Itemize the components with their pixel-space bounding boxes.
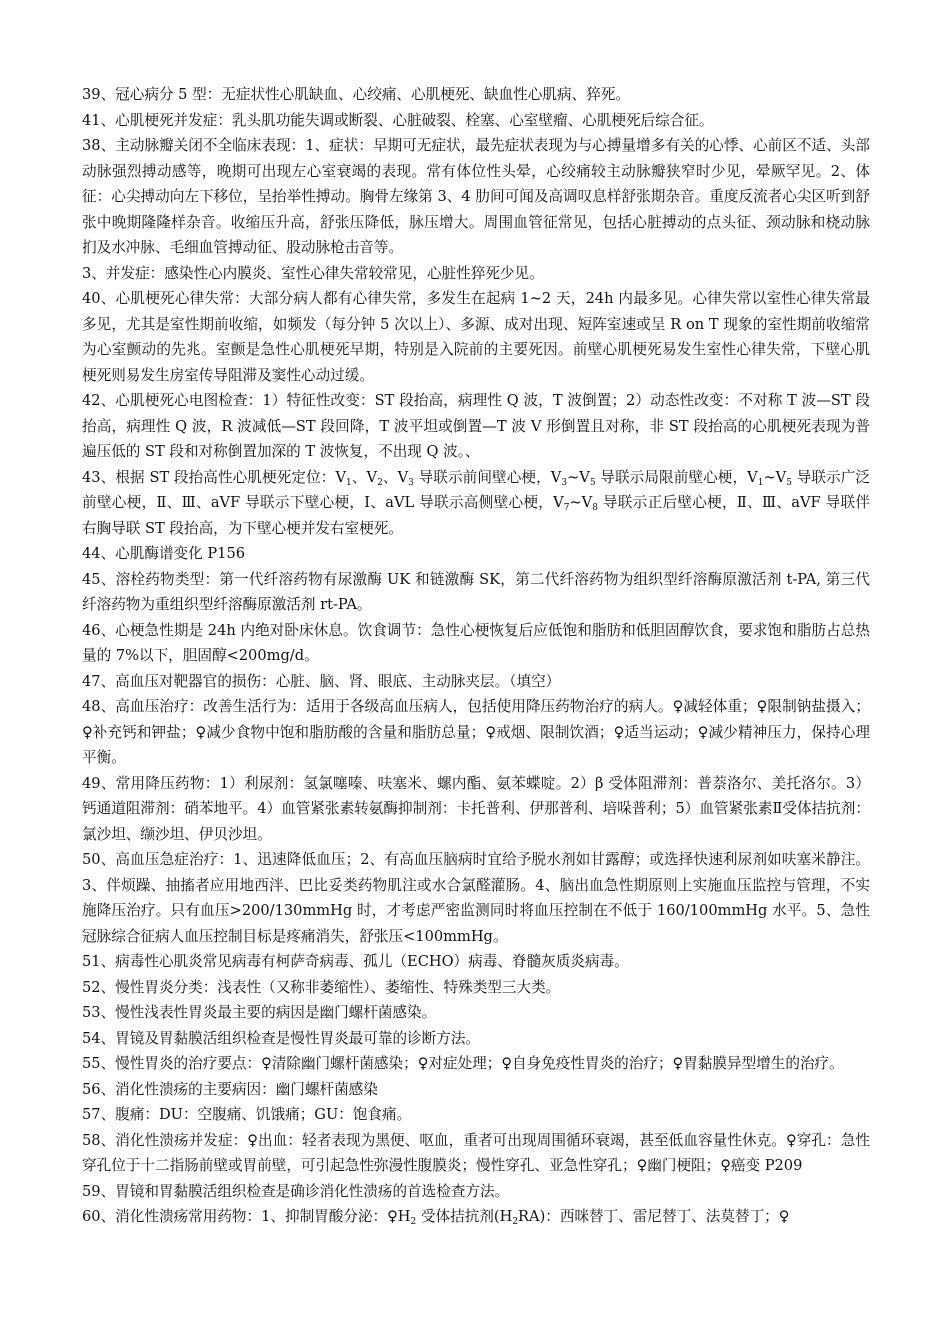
paragraph (82, 465, 870, 542)
text-segment: ~V (763, 468, 787, 486)
paragraph (82, 388, 870, 465)
text-segment: 受体拮抗剂(H (416, 1208, 513, 1225)
text-segment: 导联示局限前壁心梗，V (595, 468, 758, 486)
paragraph (82, 1102, 870, 1128)
text-segment: 导联示广泛前壁心梗，Ⅱ、Ⅲ、aVF 导联示下壁心梗，Ⅰ、aVL 导联示高侧壁心梗，V (82, 468, 871, 511)
text-segment: 45、溶栓药物类型：第一代纤溶药物有尿激酶 UK 和链激酶 SK，第二代纤溶药物为组织型纤溶酶原激活剂 t-PA, 第三代纤溶药物为重组织型纤溶酶原激活剂 rt-PA。 (82, 570, 870, 613)
text-segment: 57、腹痛：DU：空腹痛、饥饿痛；GU：饱食痛。 (82, 1106, 412, 1123)
paragraph (82, 541, 870, 567)
text-segment: 44、心肌酶谱变化 P156 (82, 545, 246, 562)
text-segment: 、V (351, 468, 378, 486)
subscript-text: 3 (561, 477, 568, 488)
text-segment: 50、高血压急症治疗：1、迅速降低血压；2、有高血压脑病时宜给予脱水剂如甘露醇；或选择快速利尿剂如呋塞米静注。3、伴烦躁、抽搐者应用地西泮、巴比妥类药物肌注或水合氯醛灌肠。4、脑出血急性期原则上实施血压监控与管理，不实施降压治疗。只有血压>200/130mmHg 时，才考虑严密监测同时将血压控制在不低于 160/100mmHg 水平。5、急性冠脉综合征病人血压控制目标是疼痛消失，舒张压<100mmHg。 (82, 851, 870, 945)
text-segment: 47、高血压对靶器官的损伤：心脏、脑、肾、眼底、主动脉夹层。（填空） (82, 672, 561, 690)
paragraph (82, 1179, 870, 1205)
paragraph (82, 1051, 870, 1077)
text-segment: RA)：西咪替丁、雷尼替丁、法莫替丁；♀ (518, 1208, 790, 1225)
subscript-text: 7 (563, 503, 570, 513)
text-segment: 58、消化性溃疡并发症：♀出血：轻者表现为黑便、呕血，重者可出现周围循环衰竭，甚至低血容量性休克。♀穿孔：急性穿孔位于十二指肠前壁或胃前壁，可引起急性弥漫性腹膜炎；慢性穿孔、亚急性穿孔；♀幽门梗阻；♀癌变 P209 (82, 1131, 870, 1174)
subscript-text: 5 (589, 477, 596, 488)
text-segment: 59、胃镜和胃黏膜活组织检查是确诊消化性溃疡的首选检查方法。 (82, 1182, 510, 1200)
paragraph (82, 567, 870, 618)
text-segment: 3、并发症：感染性心内膜炎、室性心律失常较常见，心脏性猝死少见。 (82, 264, 544, 282)
subscript-text: 2 (512, 1217, 519, 1227)
text-segment: 39、冠心病分 5 型：无症状性心肌缺血、心绞痛、心肌梗死、缺血性心肌病、猝死。 (82, 86, 630, 103)
subscript-text: 3 (408, 477, 414, 488)
paragraph (82, 1000, 870, 1026)
text-segment: 42、心肌梗死心电图检查：1）特征性改变：ST 段抬高，病理性 Q 波，T 波倒置；2）动态性改变：不对称 T 波—ST 段抬高，病理性 Q 波，R 波减低—ST 段回降，T 波平坦或倒置—T 波 V 形倒置且对称，非 ST 段抬高的心肌梗死表现为普遍压低的 ST 段和对称倒置加深的 T 波恢复，不出现 Q 波。、 (82, 392, 870, 460)
text-segment: 53、慢性浅表性胃炎最主要的病因是幽门螺杆菌感染。 (82, 1004, 437, 1021)
paragraph (82, 1204, 870, 1230)
document-page (82, 82, 870, 1230)
subscript-text: 2 (377, 477, 383, 488)
text-segment: 55、慢性胃炎的治疗要点：♀清除幽门螺杆菌感染；♀对症处理；♀自身免疫性胃炎的治疗；♀胃黏膜异型增生的治疗。 (82, 1055, 844, 1072)
text-segment: 导联示前间壁心梗，V (413, 468, 562, 486)
text-segment: 52、慢性胃炎分类：浅表性（又称非萎缩性）、萎缩性、特殊类型三大类。 (82, 978, 561, 996)
paragraph (82, 1077, 870, 1103)
paragraph (82, 669, 870, 695)
text-segment: 49、常用降压药物：1）利尿剂：氢氯噻嗪、呋塞米、螺内酯、氨苯蝶啶。2）β 受体阻滞剂：普萘洛尔、美托洛尔。3）钙通道阻滞剂：硝苯地平。4）血管紧张素转氨酶抑制剂：卡托普利、伊那普利、培哚普利；5）血管紧张素Ⅱ受体拮抗剂：氯沙坦、缬沙坦、伊贝沙坦。 (82, 774, 870, 843)
paragraph (82, 82, 870, 108)
subscript-text: 2 (410, 1217, 417, 1227)
text-segment: 60、消化性溃疡常用药物：1、抑制胃酸分泌：♀H (82, 1208, 411, 1225)
text-segment: 38、主动脉瓣关闭不全临床表现：1、症状：早期可无症状，最先症状表现为与心搏量增多有关的心悸、心前区不适、头部动脉强烈搏动感等，晚期可出现左心室衰竭的表现。常有体位性头晕，心绞痛较主动脉瓣狭窄时少见，晕厥罕见。2、体征：心尖搏动向左下移位，呈抬举性搏动。胸骨左缘第 3、4 肋间可闻及高调叹息样舒张期杂音。重度反流者心尖区听到舒张中晚期隆隆样杂音。收缩压升高，舒张压降低，脉压增大。周围血管征常见，包括心脏搏动的点头征、颈动脉和桡动脉扪及水冲脉、毛细血管搏动征、股动脉枪击音等。 (82, 137, 870, 256)
subscript-text: 1 (757, 477, 764, 488)
paragraph (82, 618, 870, 669)
paragraph (82, 949, 870, 975)
paragraph (82, 694, 870, 771)
paragraph (82, 286, 870, 388)
text-segment: ~V (567, 468, 590, 486)
text-segment: 41、心肌梗死并发症：乳头肌功能失调或断裂、心脏破裂、栓塞、心室壁瘤、心肌梗死后综合征。 (82, 111, 714, 129)
paragraph (82, 771, 870, 848)
text-segment: 48、高血压治疗：改善生活行为：适用于各级高血压病人，包括使用降压药物治疗的病人。♀减轻体重；♀限制钠盐摄入；♀补充钙和钾盐；♀减少食物中饱和脂肪酸的含量和脂肪总量；♀戒烟、限制饮酒；♀适当运动；♀减少精神压力，保持心理平衡。 (82, 698, 870, 766)
text-segment: 40、心肌梗死心律失常：大部分病人都有心律失常，多发生在起病 1~2 天，24h 内最多见。心律失常以室性心律失常最多见，尤其是室性期前收缩，如频发（每分钟 5 次以上）、多源、成对出现、短阵室速或呈 R on T 现象的室性期前收缩常为心室颤动的先兆。室颤是急性心肌梗死早期，特别是入院前的主要死因。前壁心肌梗死易发生室性心律失常，下壁心肌梗死则易发生房室传导阻滞及窦性心动过缓。 (82, 290, 870, 384)
subscript-text: 5 (786, 477, 792, 488)
paragraph (82, 261, 870, 287)
text-segment: 56、消化性溃疡的主要病因：幽门螺杆菌感染 (82, 1080, 378, 1098)
text-segment: ~V (569, 494, 593, 511)
subscript-text: 1 (346, 477, 352, 488)
text-segment: 51、病毒性心肌炎常见病毒有柯萨奇病毒、孤儿（ECHO）病毒、脊髓灰质炎病毒。 (82, 953, 629, 970)
text-segment: 导联示正后壁心梗，Ⅱ、Ⅲ、aVF 导联伴右胸导联 ST 段抬高，为下壁心梗并发右室梗死。 (82, 494, 870, 537)
text-segment: 、V (382, 468, 409, 486)
text-segment: 43、根据 ST 段抬高性心肌梗死定位：V (82, 468, 346, 486)
subscript-text: 8 (592, 503, 598, 513)
text-segment: 46、心梗急性期是 24h 内绝对卧床休息。饮食调节：急性心梗恢复后应低饱和脂肪和低胆固醇饮食，要求饱和脂肪占总热量的 7%以下，胆固醇<200mg/d。 (82, 621, 870, 664)
paragraph (82, 133, 870, 261)
paragraph (82, 108, 870, 134)
paragraph (82, 975, 870, 1001)
paragraph (82, 847, 870, 949)
paragraph (82, 1026, 870, 1052)
text-segment: 54、胃镜及胃黏膜活组织检查是慢性胃炎最可靠的诊断方法。 (82, 1029, 481, 1047)
paragraph (82, 1128, 870, 1179)
